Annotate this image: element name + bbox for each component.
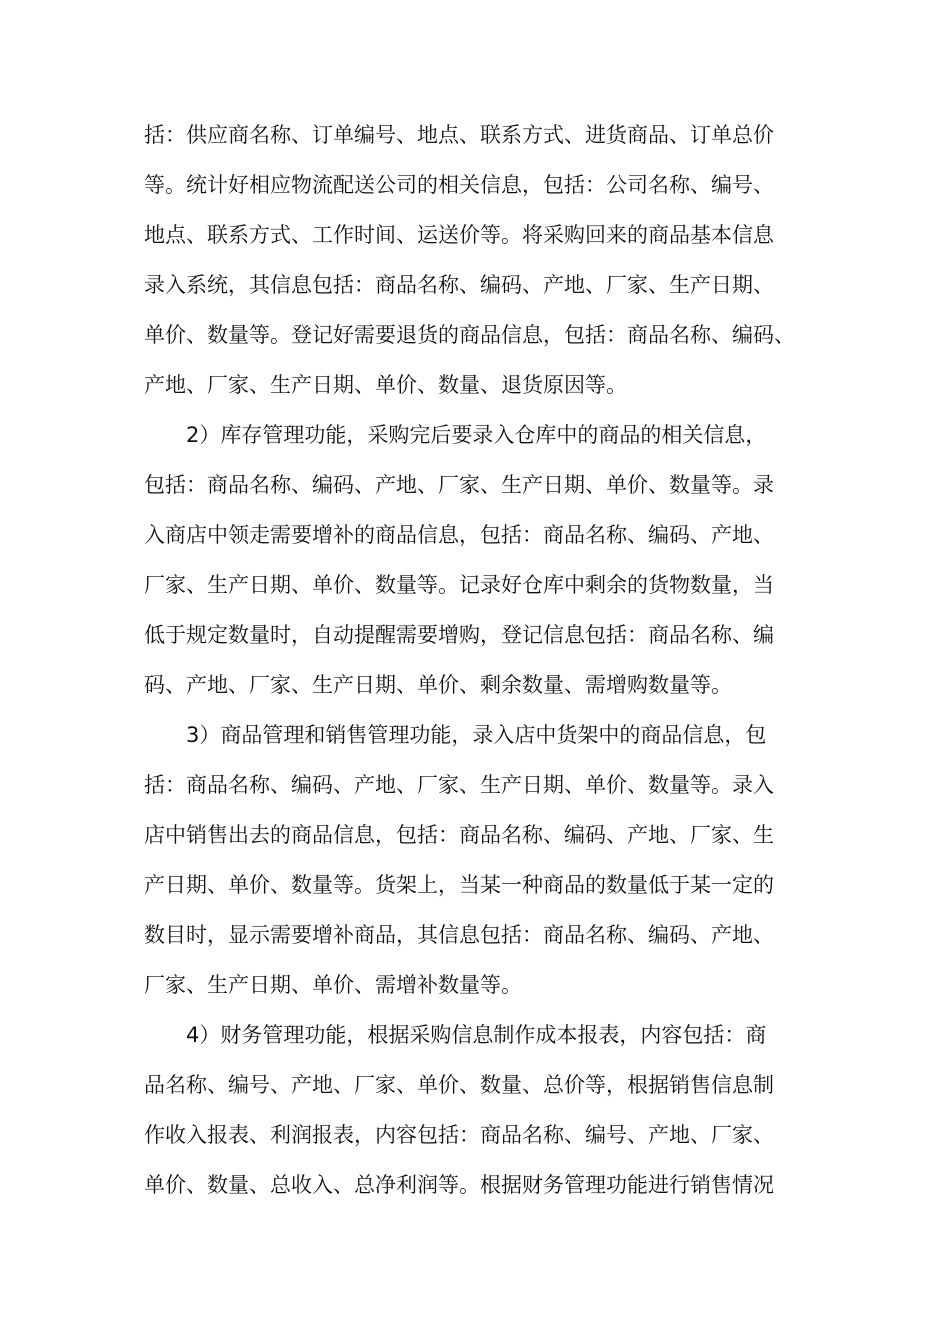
text-line: 低于规定数量时，自动提醒需要增购，登记信息包括：商品名称、编 [144, 623, 774, 647]
text-line: 包括：商品名称、编码、产地、厂家、生产日期、单价、数量等。录 [144, 473, 774, 497]
text-line: 厂家、生产日期、单价、需增补数量等。 [144, 973, 522, 997]
text-line: 店中销售出去的商品信息，包括：商品名称、编码、产地、厂家、生 [144, 823, 774, 847]
text-line: 产地、厂家、生产日期、单价、数量、退货原因等。 [144, 373, 627, 397]
body-text [144, 110, 814, 1210]
text-line: 4）财务管理功能，根据采购信息制作成本报表，内容包括：商 [144, 1023, 767, 1047]
text-line: 3）商品管理和销售管理功能，录入店中货架中的商品信息，包 [144, 723, 767, 747]
text-line: 产日期、单价、数量等。货架上，当某一种商品的数量低于某一定的 [144, 873, 774, 897]
text-line: 入商店中领走需要增补的商品信息，包括：商品名称、编码、产地、 [144, 523, 774, 547]
text-line: 厂家、生产日期、单价、数量等。记录好仓库中剩余的货物数量，当 [144, 573, 774, 597]
text-line: 单价、数量等。登记好需要退货的商品信息，包括：商品名称、编码、 [144, 323, 795, 347]
text-line: 括：商品名称、编码、产地、厂家、生产日期、单价、数量等。录入 [144, 773, 774, 797]
text-line: 录入系统，其信息包括：商品名称、编码、产地、厂家、生产日期、 [144, 273, 774, 297]
text-line: 地点、联系方式、工作时间、运送价等。将采购回来的商品基本信息 [144, 223, 774, 247]
text-line: 括：供应商名称、订单编号、地点、联系方式、进货商品、订单总价 [144, 123, 774, 147]
text-line: 单价、数量、总收入、总净利润等。根据财务管理功能进行销售情况 [144, 1173, 774, 1197]
text-line: 码、产地、厂家、生产日期、单价、剩余数量、需增购数量等。 [144, 673, 732, 697]
text-line: 作收入报表、利润报表，内容包括：商品名称、编号、产地、厂家、 [144, 1123, 774, 1147]
text-line: 品名称、编号、产地、厂家、单价、数量、总价等，根据销售信息制 [144, 1073, 774, 1097]
text-line: 等。统计好相应物流配送公司的相关信息，包括：公司名称、编号、 [144, 173, 774, 197]
text-line: 数目时，显示需要增补商品，其信息包括：商品名称、编码、产地、 [144, 923, 774, 947]
text-line: 2）库存管理功能，采购完后要录入仓库中的商品的相关信息， [144, 423, 767, 447]
